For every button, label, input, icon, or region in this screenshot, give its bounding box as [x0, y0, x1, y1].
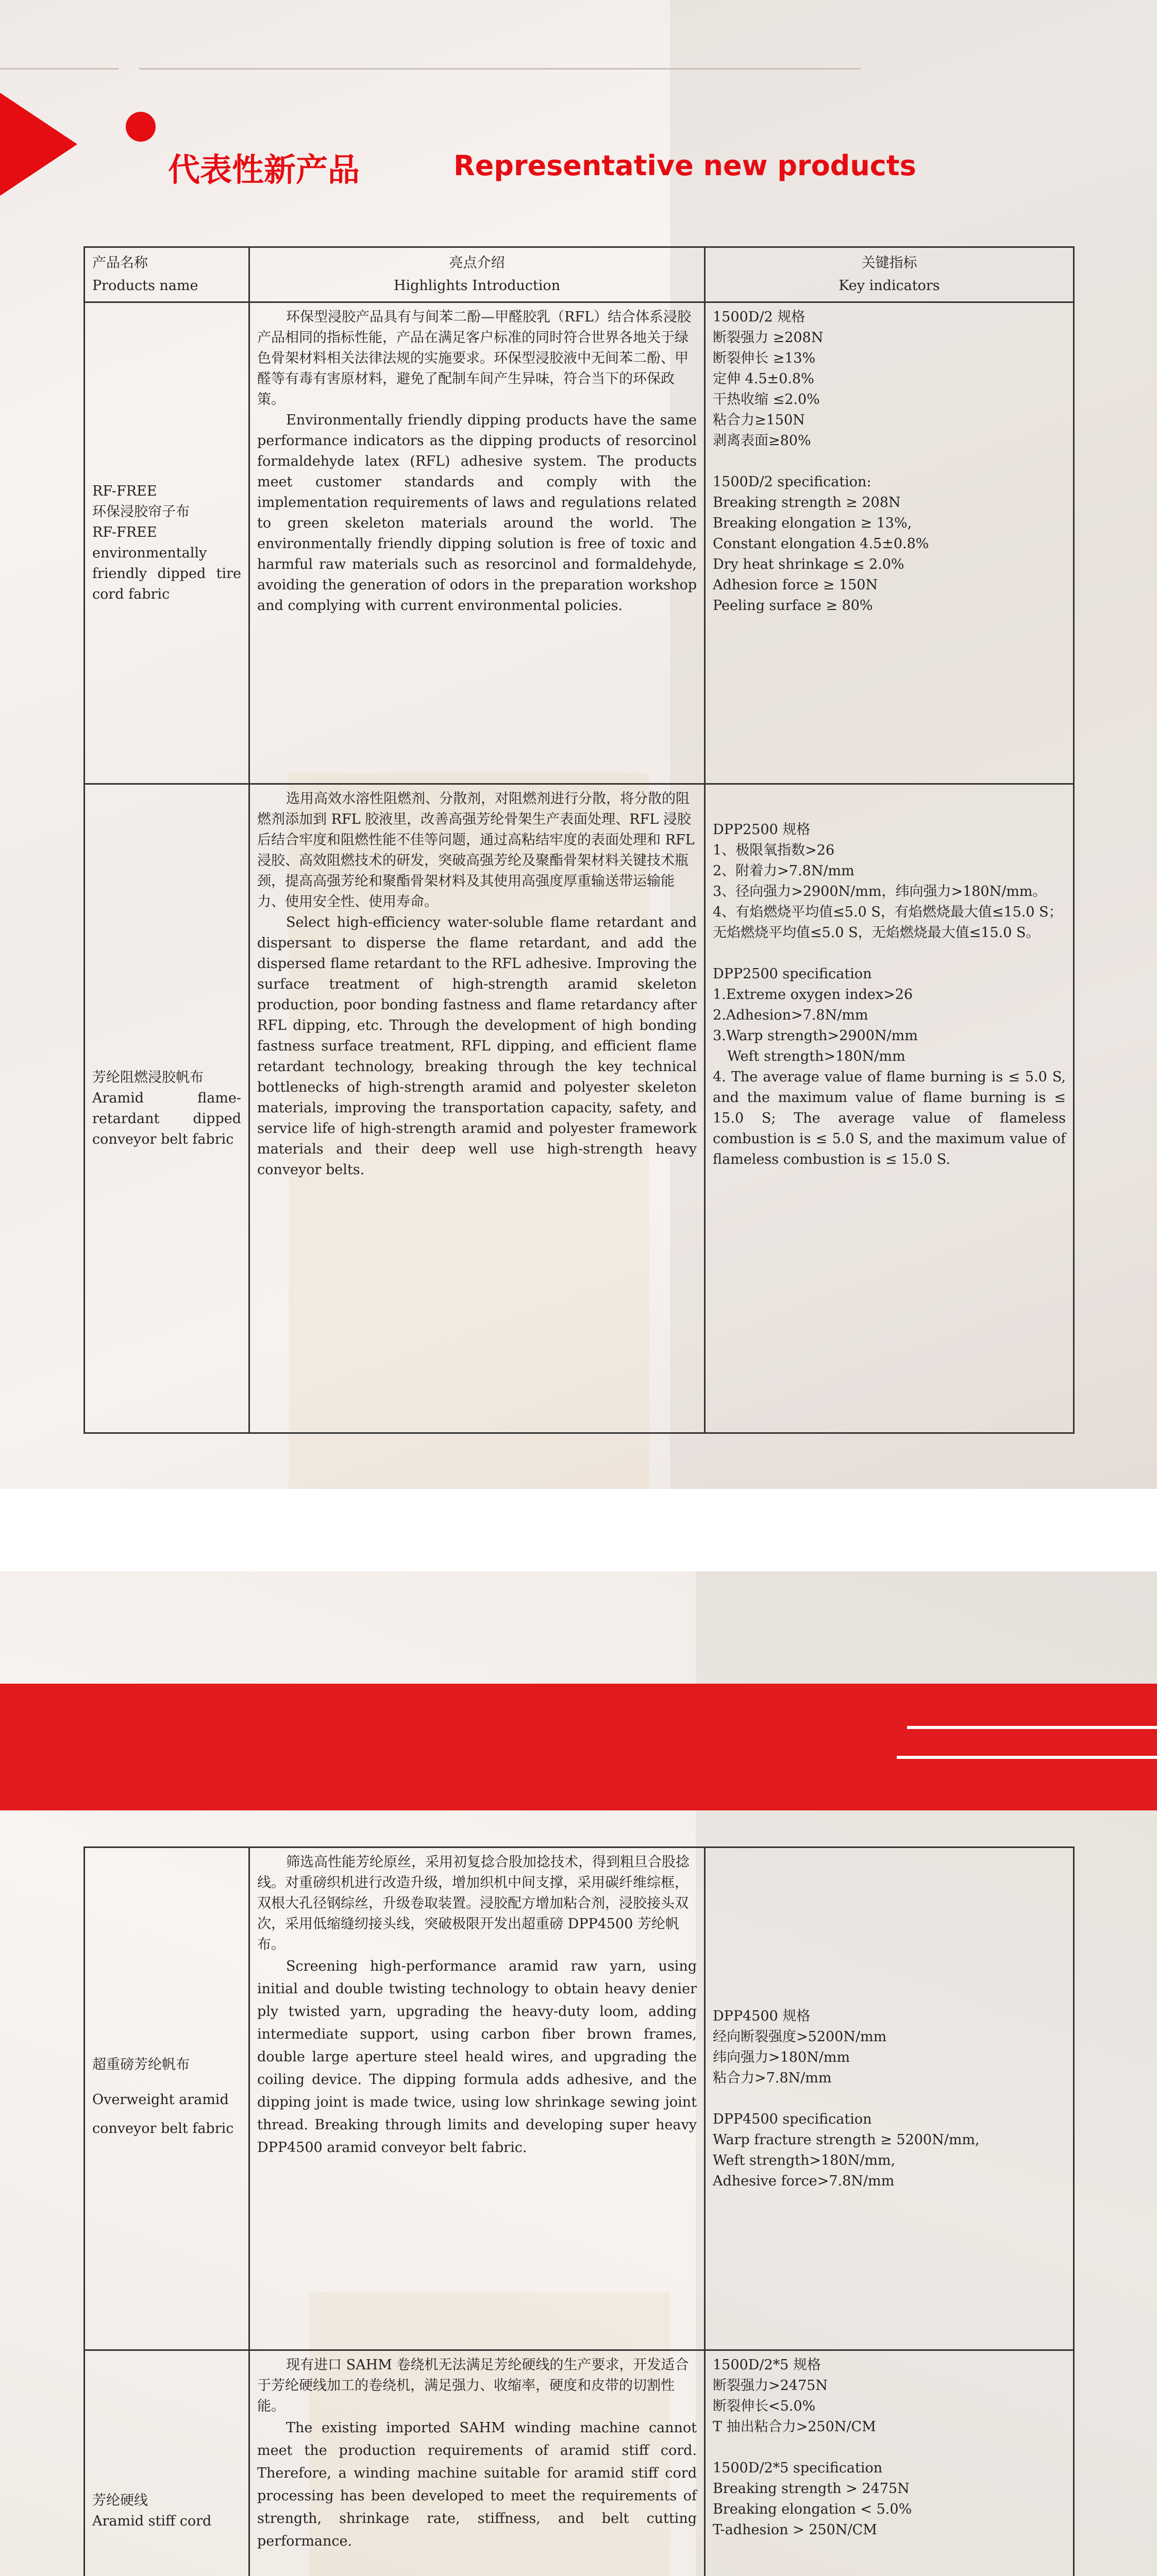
indicator-line: 2.Adhesion>7.8N/mm: [713, 1007, 868, 1023]
header-label-en: Highlights Introduction: [393, 278, 561, 294]
indicator-cell: [705, 784, 1074, 1433]
band-accent-line: [897, 1756, 1157, 1759]
red-header-band: [0, 1684, 1157, 1810]
page-gap: [0, 1489, 1157, 1571]
indicator-line: 1500D/2 规格: [713, 309, 806, 325]
product-name-en: Overweight aramid conveyor belt fabric: [92, 2091, 234, 2137]
indicator-line: 纬向强力>180N/mm: [713, 2049, 850, 2065]
indicator-cell: [705, 302, 1074, 784]
indicator-cell: [705, 1848, 1074, 2350]
indicator-line: T 抽出粘合力>250N/CM: [713, 2419, 876, 2435]
indicator-line: Peeling surface ≥ 80%: [713, 598, 873, 614]
indicator-line: 1.Extreme oxygen index>26: [713, 987, 913, 1003]
product-name-cell: [85, 302, 249, 784]
column-header-highlights: [249, 247, 705, 302]
table-row: [85, 2350, 1074, 2576]
band-accent-line: [907, 1726, 1157, 1729]
indicator-line: Breaking strength ≥ 208N: [713, 495, 901, 511]
indicator-line: 1、极限氧指数>26: [713, 842, 835, 858]
indicator-line: 1500D/2*5 specification: [713, 2460, 883, 2476]
highlight-text-en: Screening high-performance aramid raw yarn, using initial and double twisting technology to obtain heavy denier ply twisted yarn, upgrading the heavy-duty loom, adding intermediate support, using carbon fiber brown frames, double large aperture steel heald wires, and upgrading the coiling device. The dipping formula adds adhesive, and the dipping joint is made twice, using low shrinkage sewing joint thread. Breaking through limits and developing super heavy DPP4500 aramid conveyor belt fabric.: [257, 1958, 697, 2156]
highlight-text-cn: 现有进口 SAHM 卷绕机无法满足芳纶硬线的生产要求，开发适合于芳纶硬线加工的卷绕机，满足强力、收缩率，硬度和皮带的切割性能。: [257, 2357, 689, 2414]
indicator-line: DPP4500 规格: [713, 2008, 811, 2024]
indicator-line: Breaking elongation ≥ 13%,: [713, 515, 912, 531]
indicator-line: Dry heat shrinkage ≤ 2.0%: [713, 556, 904, 572]
indicator-line: 2、附着力>7.8N/mm: [713, 863, 854, 879]
indicator-line: 粘合力≥150N: [713, 412, 805, 428]
products-table-two: [83, 1846, 1075, 2576]
indicator-cell: [705, 2350, 1074, 2576]
highlight-text-cn: 筛选高性能芳纶原丝，采用初复捻合股加捻技术，得到粗旦合股捻线。对重磅织机进行改造升级，增加织机中间支撑，采用碳纤维综框，双根大孔径钢综丝，升级卷取装置。浸胶配方增加粘合剂，浸胶接头双次，采用低缩缝纫接头线，突破极限开发出超重磅 DPP4500 芳纶帆布。: [257, 1854, 690, 1953]
table-row: [85, 784, 1074, 1433]
products-table-one: [83, 246, 1075, 1434]
indicator-line: Constant elongation 4.5±0.8%: [713, 536, 929, 552]
indicator-line: 干热收缩 ≤2.0%: [713, 392, 820, 408]
indicator-line: Weft strength>180N/mm: [727, 1048, 906, 1064]
product-name-cell: [85, 784, 249, 1433]
column-header-indicators: [705, 247, 1074, 302]
highlight-text-cn: 环保型浸胶产品具有与间苯二酚—甲醛胶乳（RFL）结合体系浸胶产品相同的指标性能，产品在满足客户标准的同时符合世界各地关于绿色骨架材料相关法律法规的实施要求。环保型浸胶液中无间苯二酚、甲醛等有毒有害原材料，避免了配制车间产生异味，符合当下的环保政策。: [257, 309, 691, 408]
product-name-cn: 超重磅芳纶帆布: [92, 2056, 190, 2073]
indicator-line: DPP2500 specification: [713, 966, 872, 982]
highlight-text-en: Select high-efficiency water-soluble flame retardant and dispersant to disperse the flame retardant, and add the dispersed flame retardant to the RFL adhesive. Improving the surface treatment of high-strength aramid skeleton production, poor bonding fastness and flame retardancy after RFL dipping, etc. Through the development of high bonding fastness surface treatment, RFL dipping, and efficient flame retardant technology, breaking through the key technical bottlenecks of high-strength aramid and polyester skeleton materials, improving the transportation capacity, safety, and service life of high-strength aramid and polyester framework materials and their deep well use high-strength heavy conveyor belts.: [257, 914, 697, 1178]
product-name-en: RF-FREE environmentally friendly dipped tire cord fabric: [92, 524, 241, 602]
table-row: [85, 302, 1074, 784]
product-name-cn: 芳纶硬线: [92, 2492, 148, 2509]
header-label-cn: 产品名称: [92, 255, 148, 271]
indicator-line: 4. The average value of flame burning is ≤ 5.0 S, and the maximum value of flame burning is ≤ 15.0 S; The average value of flameless combustion is ≤ 5.0 S, and the maximum value of flameless combustion is ≤ 15.0 S.: [713, 1069, 1066, 1167]
product-name-cn: 芳纶阻燃浸胶帆布: [92, 1069, 204, 1086]
indicator-line: 断裂伸长 ≥13%: [713, 350, 816, 366]
indicator-line: T-adhesion > 250N/CM: [713, 2522, 877, 2538]
highlight-cell: [249, 302, 705, 784]
indicator-line: 剥离表面≥80%: [713, 433, 811, 449]
product-name-en: Aramid stiff cord: [92, 2513, 212, 2529]
table-row: [85, 1848, 1074, 2350]
indicator-line: DPP2500 规格: [713, 822, 811, 838]
page-two: [0, 1571, 1157, 2576]
indicator-line: Breaking elongation < 5.0%: [713, 2501, 912, 2517]
section-title-en: Representative new products: [454, 149, 916, 182]
table-header-row: [85, 247, 1074, 302]
indicator-line: 1500D/2*5 规格: [713, 2357, 821, 2373]
product-name-cell: [85, 1848, 249, 2350]
section-title-cn: 代表性新产品: [168, 151, 360, 189]
indicator-line: Adhesive force>7.8N/mm: [713, 2173, 895, 2189]
product-name-en: Aramid flame-retardant dipped conveyor belt fabric: [92, 1090, 241, 1147]
highlight-cell: [249, 784, 705, 1433]
indicator-line: 3.Warp strength>2900N/mm: [713, 1028, 918, 1044]
indicator-line: 1500D/2 specification:: [713, 474, 871, 490]
indicator-line: 粘合力>7.8N/mm: [713, 2070, 832, 2086]
red-triangle-accent: [0, 93, 77, 196]
product-name-cell: [85, 2350, 249, 2576]
indicator-line: 4、有焰燃烧平均值≤5.0 S，有焰燃烧最大值≤15.0 S；无焰燃烧平均值≤5.0 S，无焰燃烧最大值≤15.0 S。: [713, 904, 1063, 941]
highlight-cell: [249, 2350, 705, 2576]
header-label-cn: 亮点介绍: [449, 255, 505, 271]
header-label-en: Products name: [92, 278, 198, 294]
highlight-text-en: Environmentally friendly dipping products have the same performance indicators as the dipping products of resorcinol formaldehyde latex (RFL) adhesive system. The products meet customer standards and comply with the implementation requirements of laws and regulations related to green skeleton materials around the world. The environmentally friendly dipping solution is free of toxic and harmful raw materials such as resorcinol and formaldehyde, avoiding the generation of odors in the preparation workshop and complying with current environmental policies.: [257, 412, 697, 614]
red-dot-accent: [126, 112, 156, 142]
header-label-en: Key indicators: [839, 278, 940, 294]
header-rule: [139, 68, 861, 70]
indicator-line: 断裂强力>2475N: [713, 2378, 828, 2394]
highlight-cell: [249, 1848, 705, 2350]
indicator-line: Warp fracture strength ≥ 5200N/mm,: [713, 2131, 980, 2148]
indicator-line: 定伸 4.5±0.8%: [713, 371, 814, 387]
indicator-line: Weft strength>180N/mm,: [713, 2152, 896, 2168]
product-name: RF-FREE: [92, 483, 157, 499]
header-label-cn: 关键指标: [861, 255, 917, 271]
indicator-line: Breaking strength > 2475N: [713, 2481, 910, 2497]
highlight-text-cn: 选用高效水溶性阻燃剂、分散剂，对阻燃剂进行分散，将分散的阻燃剂添加到 RFL 胶液里，改善高强芳纶骨架生产表面处理、RFL 浸胶后结合牢度和阻燃性能不佳等问题，通过高粘结牢度的表面处理和 RFL 浸胶、高效阻燃技术的研发，突破高强芳纶及聚酯骨架材料关键技术瓶颈，提高高强芳纶和聚酯骨架材料及其使用高强度厚重输送带运输能力、使用安全性、使用寿命。: [257, 791, 695, 910]
indicator-line: 断裂伸长<5.0%: [713, 2398, 816, 2414]
indicator-line: 3、径向强力>2900N/mm，纬向强力>180N/mm。: [713, 884, 1047, 900]
highlight-text-en: The existing imported SAHM winding machine cannot meet the production requirements of aramid stiff cord. Therefore, a winding machine suitable for aramid stiff cord processing has been developed to meet the requirements of strength, shrinkage rate, stiffness, and belt cutting performance.: [257, 2420, 697, 2549]
indicator-line: 断裂强力 ≥208N: [713, 330, 824, 346]
column-header-name: [85, 247, 249, 302]
header-rule: [0, 68, 119, 70]
indicator-line: DPP4500 specification: [713, 2111, 872, 2127]
indicator-line: Adhesion force ≥ 150N: [713, 577, 878, 593]
indicator-line: 经向断裂强度>5200N/mm: [713, 2028, 887, 2045]
product-name-cn: 环保浸胶帘子布: [92, 504, 190, 520]
